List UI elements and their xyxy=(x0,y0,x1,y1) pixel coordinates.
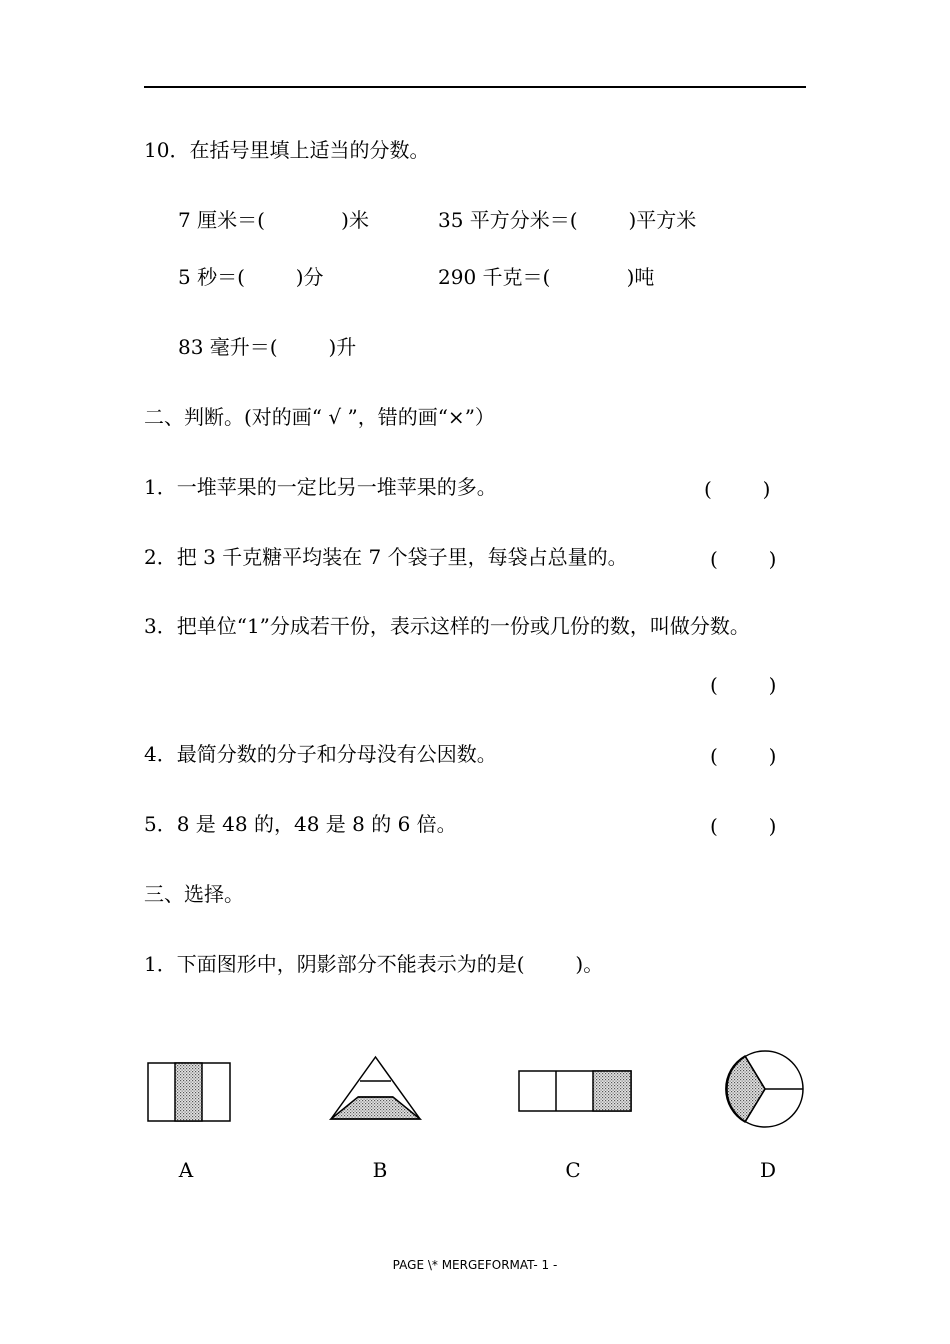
figure-a-rectangle xyxy=(147,1062,231,1122)
judge-answer-blank-3[interactable]: ( ) xyxy=(710,673,777,697)
judge-item-2: 2．把 3 千克糖平均装在 7 个袋子里，每袋占总量的。 xyxy=(144,545,628,569)
q10-item-3: 5 秒＝( )分 xyxy=(178,265,324,289)
q10-item-1: 7 厘米＝( )米 xyxy=(178,208,369,232)
choice-question-1: 1．下面图形中，阴影部分不能表示为的是( )。 xyxy=(144,952,604,976)
q10-title: 10．在括号里填上适当的分数。 xyxy=(144,138,430,162)
figure-d-circle xyxy=(725,1049,805,1129)
judge-item-3: 3．把单位“1”分成若干份，表示这样的一份或几份的数，叫做分数。 xyxy=(144,614,750,638)
page-footer: PAGE \* MERGEFORMAT- 1 - xyxy=(392,1258,558,1272)
option-d-label[interactable]: D xyxy=(759,1158,777,1182)
judge-answer-blank-5[interactable]: ( ) xyxy=(710,814,777,838)
judge-item-4: 4．最简分数的分子和分母没有公因数。 xyxy=(144,742,497,766)
section2-title: 二、判断。(对的画“ √ ”，错的画“×”） xyxy=(144,405,495,429)
section3-title: 三、选择。 xyxy=(144,882,244,906)
judge-item-1: 1．一堆苹果的一定比另一堆苹果的多。 xyxy=(144,475,497,499)
header-rule xyxy=(144,86,806,88)
option-a-label[interactable]: A xyxy=(178,1158,194,1182)
figure-a-shaded-part xyxy=(175,1063,202,1121)
judge-answer-blank-2[interactable]: ( ) xyxy=(710,547,777,571)
judge-answer-blank-1[interactable]: ( ) xyxy=(704,477,771,501)
option-c-label[interactable]: C xyxy=(565,1158,581,1182)
q10-item-2: 35 平方分米＝( )平方米 xyxy=(438,208,697,232)
q10-item-4: 290 千克＝( )吨 xyxy=(438,265,655,289)
figure-d-shaded-part xyxy=(726,1056,765,1122)
figure-c-rectangle xyxy=(518,1070,632,1112)
judge-answer-blank-4[interactable]: ( ) xyxy=(710,744,777,768)
q10-item-5: 83 毫升＝( )升 xyxy=(178,335,357,359)
judge-item-5: 5．8 是 48 的，48 是 8 的 6 倍。 xyxy=(144,812,457,836)
option-b-label[interactable]: B xyxy=(372,1158,388,1182)
figure-b-triangle xyxy=(329,1055,422,1121)
figure-c-shaded-part xyxy=(593,1071,631,1111)
